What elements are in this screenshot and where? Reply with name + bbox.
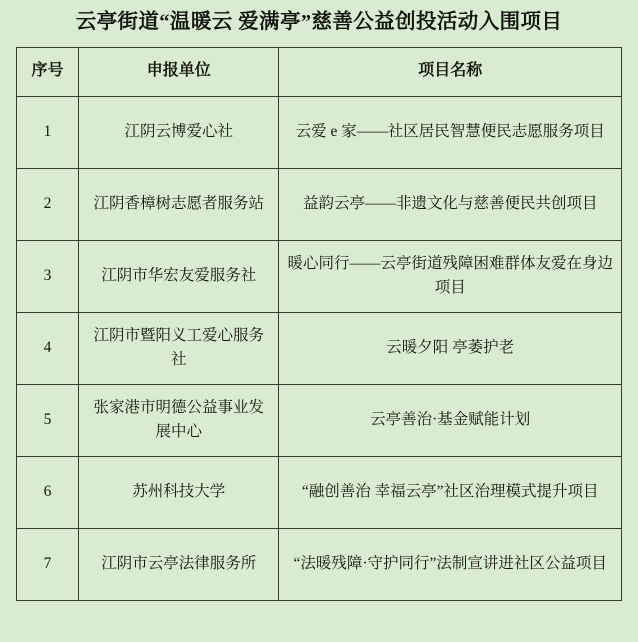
table-body [17, 96, 622, 600]
cell-unit: 江阴市暨阳义工爱心服务社 [79, 312, 279, 384]
column-header-seq: 序号 [17, 47, 79, 96]
cell-unit: 江阴云博爱心社 [79, 96, 279, 168]
table-row [17, 384, 622, 456]
cell-project: “法暖残障·守护同行”法制宣讲进社区公益项目 [279, 528, 622, 600]
cell-seq: 5 [17, 384, 79, 456]
table-row [17, 168, 622, 240]
table-header [17, 47, 622, 96]
table-row [17, 96, 622, 168]
page-title: 云亭街道“温暖云 爱满亭”慈善公益创投活动入围项目 [75, 11, 563, 33]
cell-unit: 苏州科技大学 [79, 456, 279, 528]
cell-seq: 3 [17, 240, 79, 312]
cell-seq: 2 [17, 168, 79, 240]
cell-unit: 江阴市华宏友爱服务社 [79, 240, 279, 312]
cell-project: 云爱 e 家——社区居民智慧便民志愿服务项目 [279, 96, 622, 168]
cell-seq: 7 [17, 528, 79, 600]
cell-project: 暖心同行——云亭街道残障困难群体友爱在身边项目 [279, 240, 622, 312]
table-row [17, 456, 622, 528]
cell-seq: 6 [17, 456, 79, 528]
cell-project: 云暖夕阳 亭萎护老 [279, 312, 622, 384]
cell-seq: 4 [17, 312, 79, 384]
projects-table [16, 47, 622, 601]
cell-unit: 江阴香樟树志愿者服务站 [79, 168, 279, 240]
cell-seq: 1 [17, 96, 79, 168]
cell-unit: 张家港市明德公益事业发展中心 [79, 384, 279, 456]
cell-project: 益韵云亭——非遗文化与慈善便民共创项目 [279, 168, 622, 240]
column-header-project: 项目名称 [279, 47, 622, 96]
table-row [17, 240, 622, 312]
table-header-row [17, 47, 622, 96]
cell-unit: 江阴市云亭法律服务所 [79, 528, 279, 600]
cell-project: 云亭善治·基金赋能计划 [279, 384, 622, 456]
cell-project: “融创善治 幸福云亭”社区治理模式提升项目 [279, 456, 622, 528]
column-header-unit: 申报单位 [79, 47, 279, 96]
table-row [17, 528, 622, 600]
table-row [17, 312, 622, 384]
